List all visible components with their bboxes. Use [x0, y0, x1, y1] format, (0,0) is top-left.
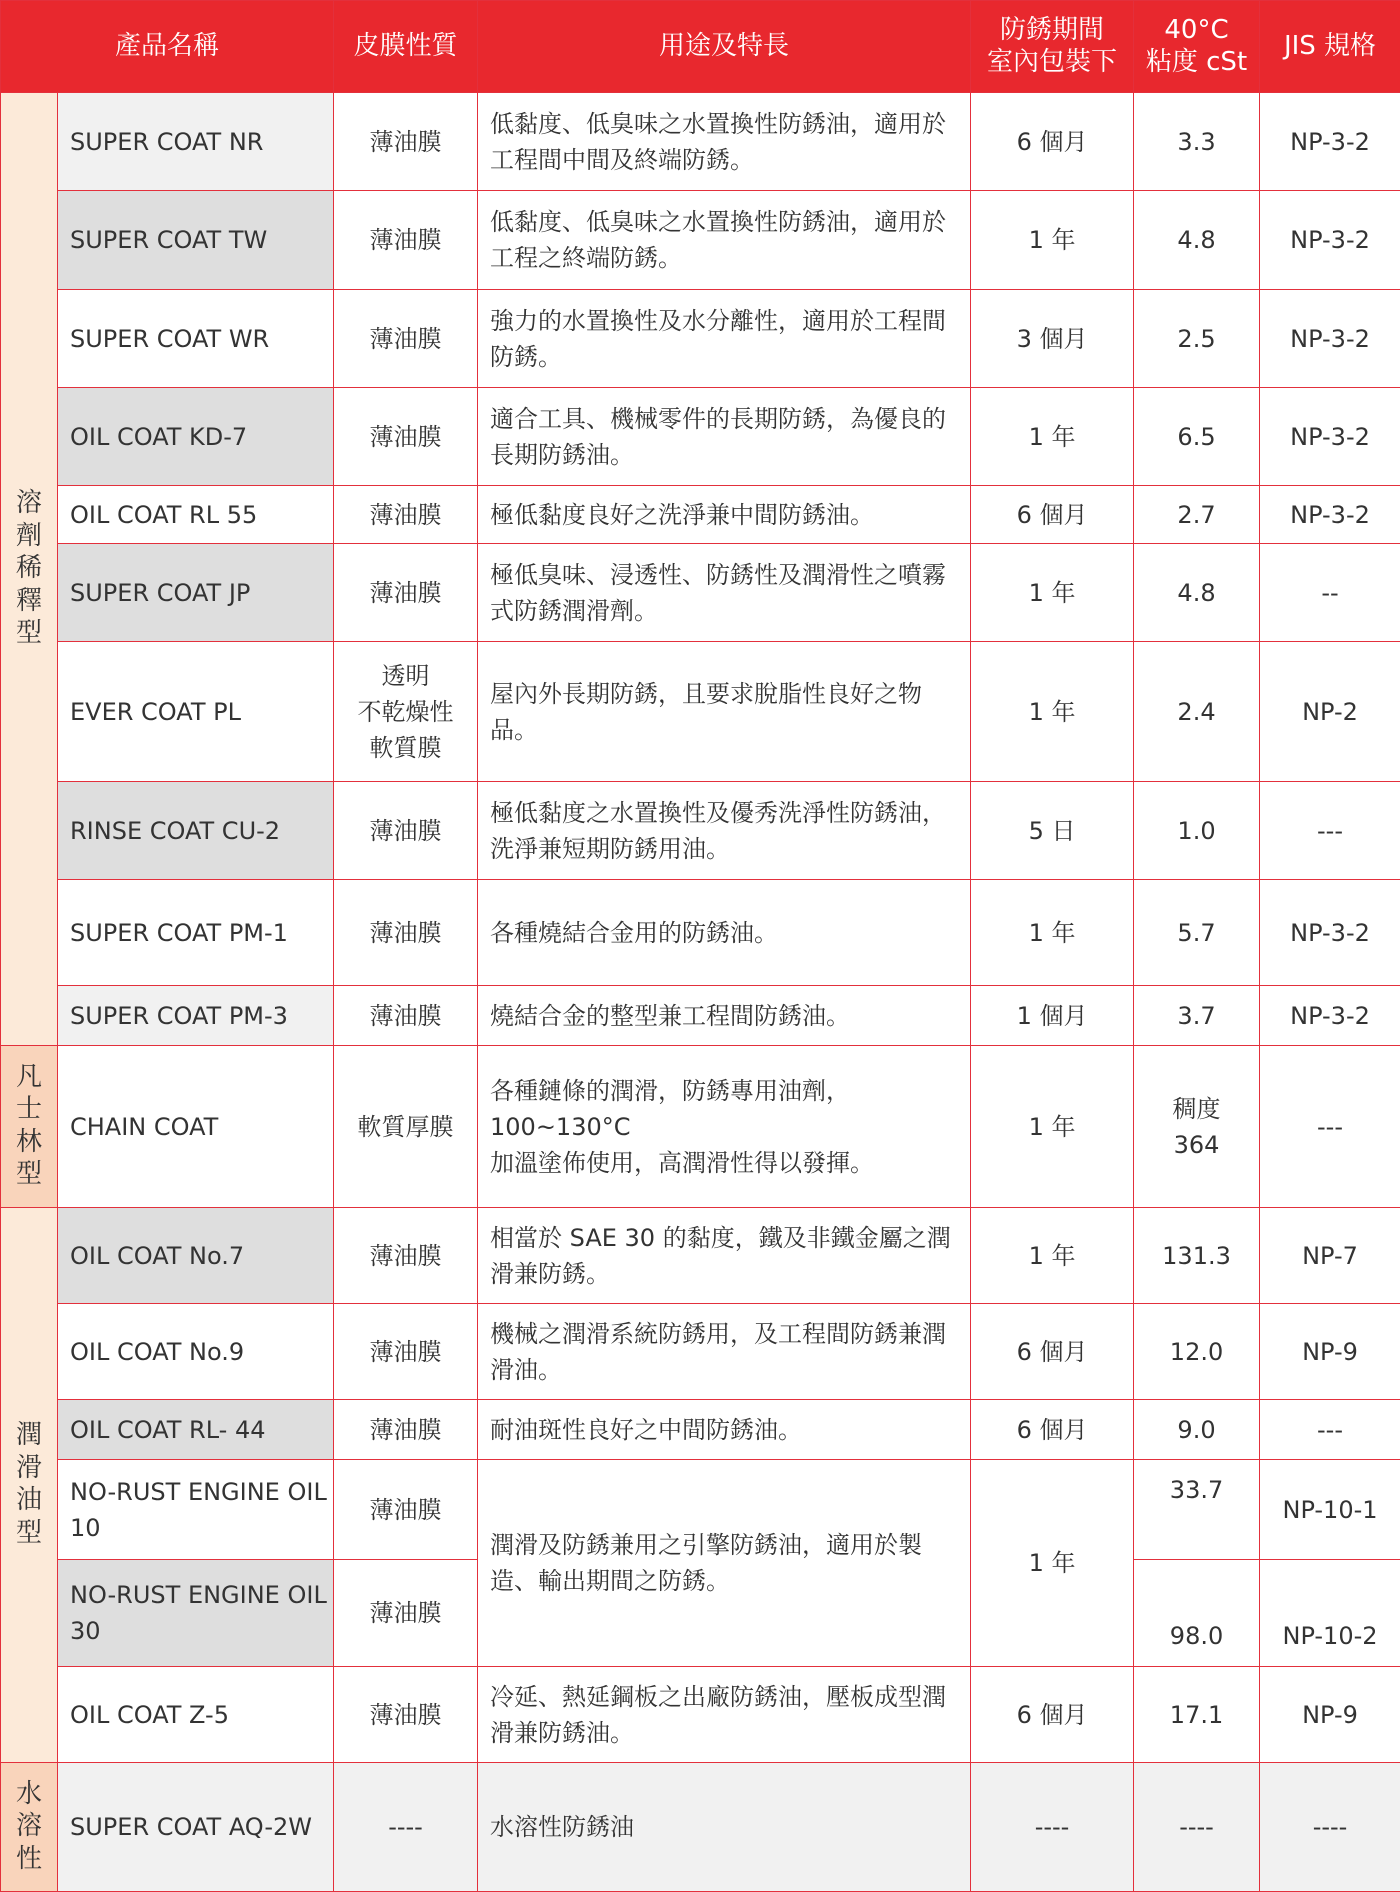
category-lube-label: 潤滑油型 — [15, 1419, 43, 1549]
rust-period: 1 年 — [971, 544, 1134, 642]
table-row — [1, 93, 1400, 191]
product-name: NO-RUST ENGINE OIL 10 — [58, 1460, 334, 1560]
viscosity: 12.0 — [1134, 1304, 1260, 1400]
product-name: RINSE COAT CU-2 — [58, 782, 334, 880]
film-type: 薄油膜 — [334, 880, 478, 986]
film-type: 薄油膜 — [334, 191, 478, 290]
usage-description-line2: 加溫塗佈使用，高潤滑性得以發揮。 — [490, 1149, 874, 1177]
table-row — [1, 290, 1400, 388]
film-type: 軟質厚膜 — [334, 1046, 478, 1208]
category-solvent — [1, 93, 58, 1046]
usage-description: 低黏度、低臭味之水置換性防銹油，適用於工程之終端防銹。 — [478, 191, 971, 290]
jis-spec: NP-9 — [1260, 1667, 1400, 1763]
header-viscosity — [1134, 1, 1260, 93]
rust-period: 1 年 — [971, 191, 1134, 290]
product-name: SUPER COAT PM-3 — [58, 986, 334, 1046]
header-visc-line2: 粘度 cSt — [1146, 47, 1247, 77]
viscosity: 5.7 — [1134, 880, 1260, 986]
film-type: 薄油膜 — [334, 1304, 478, 1400]
table-row — [1, 782, 1400, 880]
usage-description: 低黏度、低臭味之水置換性防銹油，適用於工程間中間及終端防銹。 — [478, 93, 971, 191]
header-period — [971, 1, 1134, 93]
rust-period: 1 個月 — [971, 986, 1134, 1046]
film-type: 薄油膜 — [334, 1667, 478, 1763]
product-name: EVER COAT PL — [58, 642, 334, 782]
film-type: 薄油膜 — [334, 1208, 478, 1304]
table-row — [1, 1667, 1400, 1763]
jis-spec: NP-3-2 — [1260, 191, 1400, 290]
film-type: 薄油膜 — [334, 986, 478, 1046]
rust-period: ---- — [971, 1763, 1134, 1892]
film-type: 薄油膜 — [334, 1560, 478, 1667]
viscosity-line2: 364 — [1174, 1131, 1220, 1159]
usage-description: 機械之潤滑系統防銹用，及工程間防銹兼潤滑油。 — [478, 1304, 971, 1400]
usage-description: 屋內外長期防銹，且要求脫脂性良好之物品。 — [478, 642, 971, 782]
product-name: SUPER COAT PM-1 — [58, 880, 334, 986]
product-name: SUPER COAT JP — [58, 544, 334, 642]
viscosity: 3.3 — [1134, 93, 1260, 191]
category-solvent-label: 溶劑稀釋型 — [15, 487, 43, 650]
jis-spec: NP-9 — [1260, 1304, 1400, 1400]
jis-spec: --- — [1260, 1046, 1400, 1208]
usage-description: 各種燒結合金用的防銹油。 — [478, 880, 971, 986]
rust-period: 3 個月 — [971, 290, 1134, 388]
jis-spec: ---- — [1260, 1763, 1400, 1892]
rust-period: 6 個月 — [971, 486, 1134, 544]
product-name: OIL COAT RL 55 — [58, 486, 334, 544]
jis-spec: NP-3-2 — [1260, 880, 1400, 986]
header-row — [1, 1, 1400, 93]
table-row — [1, 1208, 1400, 1304]
product-name: OIL COAT KD-7 — [58, 388, 334, 486]
film-type: 薄油膜 — [334, 782, 478, 880]
usage-description — [478, 1046, 971, 1208]
rust-period: 1 年 — [971, 388, 1134, 486]
rust-period: 6 個月 — [971, 1400, 1134, 1460]
table-row — [1, 1763, 1400, 1892]
viscosity — [1134, 1046, 1260, 1208]
usage-description: 極低臭味、浸透性、防銹性及潤滑性之噴霧式防銹潤滑劑。 — [478, 544, 971, 642]
rust-period: 6 個月 — [971, 93, 1134, 191]
header-use: 用途及特長 — [478, 1, 971, 93]
viscosity: 4.8 — [1134, 544, 1260, 642]
viscosity: 1.0 — [1134, 782, 1260, 880]
usage-description: 強力的水置換性及水分離性，適用於工程間防銹。 — [478, 290, 971, 388]
header-visc-line1: 40°C — [1164, 15, 1228, 45]
viscosity-line1: 稠度 — [1173, 1095, 1221, 1123]
rust-period: 1 年 — [971, 880, 1134, 986]
film-type: 薄油膜 — [334, 290, 478, 388]
table-row — [1, 191, 1400, 290]
table-row — [1, 388, 1400, 486]
viscosity: 3.7 — [1134, 986, 1260, 1046]
product-name: OIL COAT RL- 44 — [58, 1400, 334, 1460]
category-water-label: 水溶性 — [15, 1778, 43, 1876]
film-type-line3: 軟質膜 — [370, 734, 442, 762]
usage-description: 耐油斑性良好之中間防銹油。 — [478, 1400, 971, 1460]
viscosity: 9.0 — [1134, 1400, 1260, 1460]
table-row — [1, 1400, 1400, 1460]
viscosity: 2.4 — [1134, 642, 1260, 782]
table-row — [1, 1304, 1400, 1400]
viscosity: ---- — [1134, 1763, 1260, 1892]
viscosity: 17.1 — [1134, 1667, 1260, 1763]
product-name: CHAIN COAT — [58, 1046, 334, 1208]
usage-description: 極低黏度良好之洗淨兼中間防銹油。 — [478, 486, 971, 544]
usage-description: 水溶性防銹油 — [478, 1763, 971, 1892]
film-type: 薄油膜 — [334, 486, 478, 544]
product-name: SUPER COAT NR — [58, 93, 334, 191]
viscosity: 2.5 — [1134, 290, 1260, 388]
jis-spec: NP-7 — [1260, 1208, 1400, 1304]
jis-spec: NP-10-1 — [1260, 1460, 1400, 1560]
jis-spec: NP-3-2 — [1260, 290, 1400, 388]
table-row — [1, 544, 1400, 642]
jis-spec: NP-10-2 — [1260, 1560, 1400, 1667]
rust-period: 1 年 — [971, 1046, 1134, 1208]
film-type: 薄油膜 — [334, 1400, 478, 1460]
usage-description: 相當於 SAE 30 的黏度，鐵及非鐵金屬之潤滑兼防銹。 — [478, 1208, 971, 1304]
category-vaseline — [1, 1046, 58, 1208]
header-film: 皮膜性質 — [334, 1, 478, 93]
product-name: OIL COAT Z-5 — [58, 1667, 334, 1763]
film-type: ---- — [334, 1763, 478, 1892]
jis-spec: NP-3-2 — [1260, 93, 1400, 191]
product-name: SUPER COAT AQ-2W — [58, 1763, 334, 1892]
header-period-line2: 室內包裝下 — [987, 47, 1117, 77]
table-row — [1, 1046, 1400, 1208]
header-period-line1: 防銹期間 — [1000, 15, 1104, 45]
rust-period: 6 個月 — [971, 1667, 1134, 1763]
table-row — [1, 642, 1400, 782]
table-row — [1, 880, 1400, 986]
product-name: SUPER COAT WR — [58, 290, 334, 388]
viscosity: 4.8 — [1134, 191, 1260, 290]
usage-description: 冷延、熱延鋼板之出廠防銹油，壓板成型潤滑兼防銹油。 — [478, 1667, 971, 1763]
rust-period: 5 日 — [971, 782, 1134, 880]
jis-spec: NP-3-2 — [1260, 388, 1400, 486]
table-row — [1, 486, 1400, 544]
film-type: 薄油膜 — [334, 544, 478, 642]
jis-spec: NP-3-2 — [1260, 986, 1400, 1046]
jis-spec: NP-2 — [1260, 642, 1400, 782]
usage-description-line1: 各種鏈條的潤滑，防銹專用油劑，100~130°C — [490, 1077, 850, 1141]
header-jis: JIS 規格 — [1260, 1, 1400, 93]
product-name: OIL COAT No.7 — [58, 1208, 334, 1304]
viscosity: 33.7 — [1134, 1460, 1260, 1560]
viscosity: 6.5 — [1134, 388, 1260, 486]
usage-description: 極低黏度之水置換性及優秀洗淨性防銹油，洗淨兼短期防銹用油。 — [478, 782, 971, 880]
film-type-line2: 不乾燥性 — [358, 698, 454, 726]
jis-spec: --- — [1260, 1400, 1400, 1460]
film-type: 薄油膜 — [334, 1460, 478, 1560]
viscosity: 2.7 — [1134, 486, 1260, 544]
film-type: 薄油膜 — [334, 93, 478, 191]
header-product-name: 產品名稱 — [1, 1, 334, 93]
product-name: NO-RUST ENGINE OIL 30 — [58, 1560, 334, 1667]
jis-spec: NP-3-2 — [1260, 486, 1400, 544]
category-vaseline-label: 凡士林型 — [15, 1061, 43, 1191]
viscosity: 131.3 — [1134, 1208, 1260, 1304]
jis-spec: -- — [1260, 544, 1400, 642]
usage-description: 燒結合金的整型兼工程間防銹油。 — [478, 986, 971, 1046]
usage-description: 潤滑及防銹兼用之引擎防銹油，適用於製造、輸出期間之防銹。 — [478, 1460, 971, 1667]
table-row — [1, 986, 1400, 1046]
product-name: OIL COAT No.9 — [58, 1304, 334, 1400]
jis-spec: --- — [1260, 782, 1400, 880]
category-water — [1, 1763, 58, 1892]
category-lube — [1, 1208, 58, 1763]
rust-period: 6 個月 — [971, 1304, 1134, 1400]
table-row — [1, 1460, 1400, 1560]
viscosity: 98.0 — [1134, 1560, 1260, 1667]
film-type — [334, 642, 478, 782]
film-type-line1: 透明 — [382, 662, 430, 690]
usage-description: 適合工具、機械零件的長期防銹，為優良的長期防銹油。 — [478, 388, 971, 486]
rust-period: 1 年 — [971, 642, 1134, 782]
rust-period: 1 年 — [971, 1460, 1134, 1667]
film-type: 薄油膜 — [334, 388, 478, 486]
rust-period: 1 年 — [971, 1208, 1134, 1304]
product-name: SUPER COAT TW — [58, 191, 334, 290]
